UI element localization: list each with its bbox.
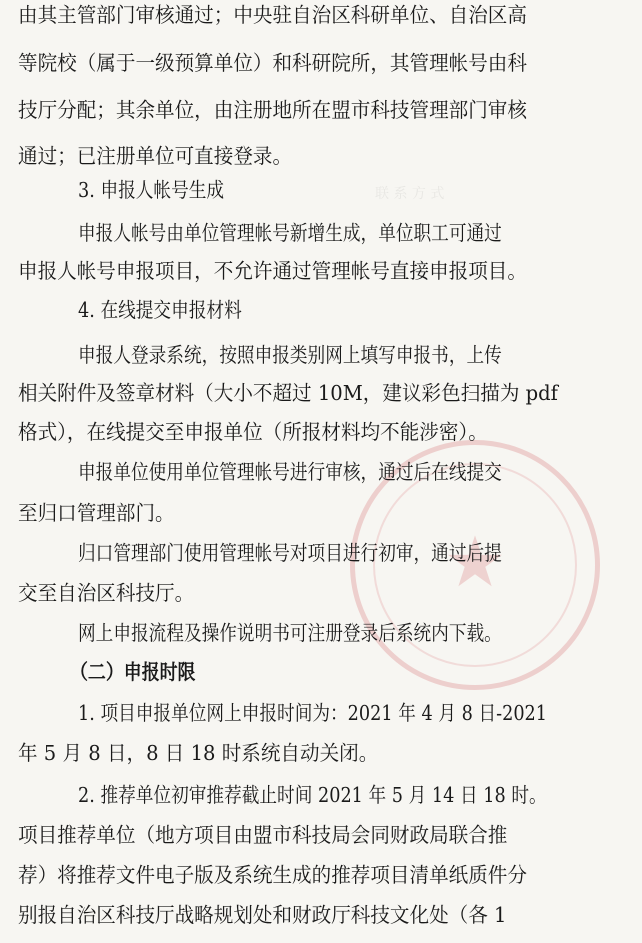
text-line: 由其主管部门审核通过；中央驻自治区科研单位、自治区高 [18, 3, 527, 27]
section-heading: 4. 在线提交申报材料 [78, 298, 242, 322]
text-line: 交至自治区科技厅。 [18, 581, 195, 605]
seal-star-icon: ★ [443, 521, 507, 603]
text-line: 申报人帐号由单位管理帐号新增生成，单位职工可通过 [78, 221, 502, 245]
text-line: 至归口管理部门。 [18, 501, 175, 525]
text-line: 荐）将推荐文件电子版及系统生成的推荐项目清单纸质件分 [18, 863, 527, 887]
text-line: 别报自治区科技厅战略规划处和财政厅科技文化处（各 1 [18, 903, 507, 927]
text-line: 申报人帐号申报项目，不允许通过管理帐号直接申报项目。 [18, 259, 527, 283]
text-line: 2. 推荐单位初审推荐截止时间 2021 年 5 月 14 日 18 时。 [78, 783, 547, 807]
text-line: 年 5 月 8 日，8 日 18 时系统自动关闭。 [18, 741, 379, 765]
bleed-through-text: 联 系 方 式 [375, 186, 445, 202]
text-line: 申报人登录系统，按照申报类别网上填写申报书，上传 [78, 343, 502, 367]
text-line: 格式），在线提交至申报单位（所报材料均不能涉密）。 [18, 420, 488, 444]
text-line: 相关附件及签章材料（大小不超过 10M，建议彩色扫描为 pdf [18, 381, 558, 405]
text-line: 网上申报流程及操作说明书可注册登录后系统内下载。 [78, 621, 502, 645]
text-line: 1. 项目申报单位网上申报时间为：2021 年 4 月 8 日-2021 [78, 701, 548, 725]
text-line: 技厅分配；其余单位，由注册地所在盟市科技管理部门审核 [18, 98, 527, 122]
text-line: 项目推荐单位（地方项目由盟市科技局会同财政局联合推 [18, 823, 508, 847]
text-line: 等院校（属于一级预算单位）和科研院所，其管理帐号由科 [18, 51, 527, 75]
text-line: 通过；已注册单位可直接登录。 [18, 144, 293, 168]
subsection-heading: （二）申报时限 [70, 660, 196, 684]
text-line: 归口管理部门使用管理帐号对项目进行初审，通过后提 [78, 541, 502, 565]
text-line: 申报单位使用单位管理帐号进行审核，通过后在线提交 [78, 460, 502, 484]
section-heading: 3. 申报人帐号生成 [78, 178, 225, 202]
